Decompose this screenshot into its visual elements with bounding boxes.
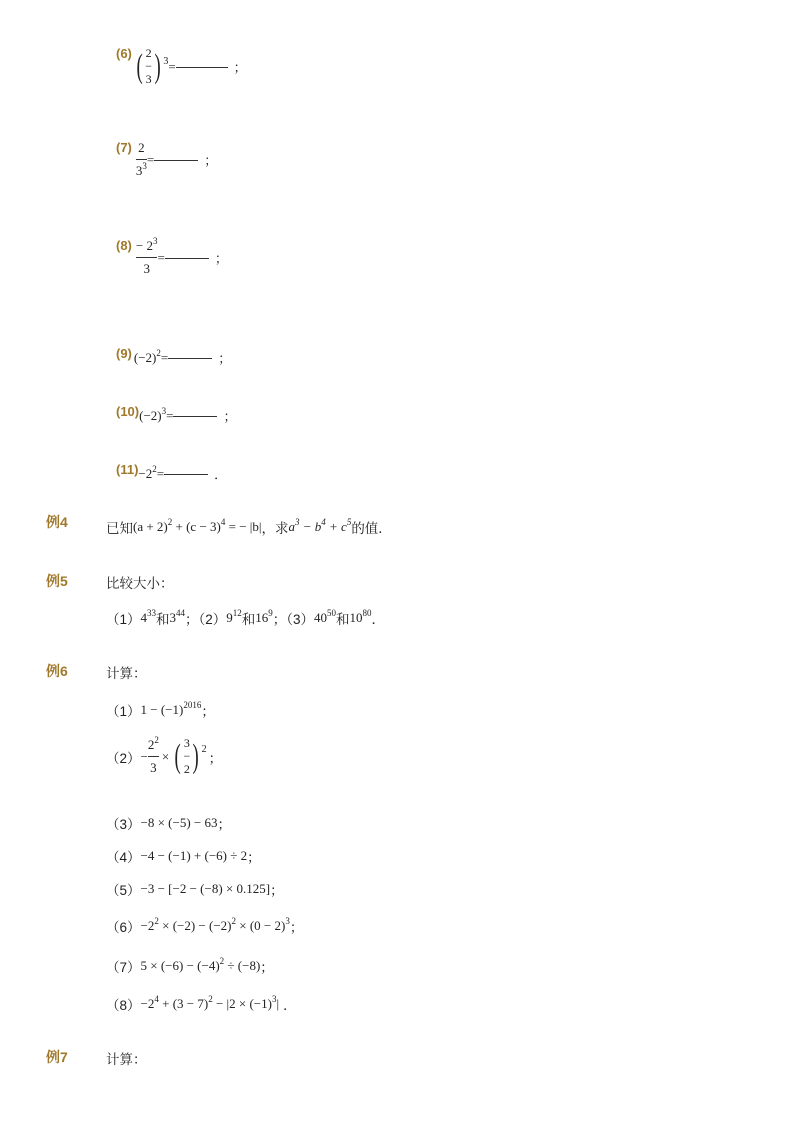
fraction: 2 − 3 [145,46,152,86]
example-6-item-7: （7） $5 \times (-6) - (-4)^2 \div (-8)$ ； [106,956,274,975]
answer-blank[interactable] [154,159,198,161]
fraction: $\frac{2}{3^3}$ [135,140,147,178]
example-6-item-8: （8） $-2^4 + (3 - 7)^2 - |2 \times (-1)^3|$ ． [106,994,297,1013]
item-10: (10) $(-2)^3=$ ； [116,404,237,424]
example-5-label: 例5 [46,573,68,589]
example-6-item-4: （4） −4 − (−1) + (−6) ÷ 2 ； [106,848,261,865]
item-number: (7) [116,140,132,155]
item-number: (10) [116,404,140,419]
example-6-item-6: （6） $-2^2 \times (-2) - (-2)^2 \times (0 - 2)^3$ ； [106,916,304,935]
answer-blank[interactable] [173,415,217,417]
answer-blank[interactable] [176,66,228,68]
fraction: 3 − 2 [183,736,191,776]
example-6-item-2: （2） − $\frac{2^2}{3}$ × ( 3 − 2 ) 2 ； [106,735,223,776]
example-7-label: 例7 [46,1049,68,1065]
item-number: (11) [116,462,139,477]
example-6-label: 例6 [46,663,68,679]
item-number: (8) [116,238,132,253]
fraction: $\frac{- 2^3}{3}$ [135,236,158,276]
item-number: (9) [116,346,132,361]
item-7: (7) $\frac{2}{3^3}$ = ； [116,140,218,178]
example-6-item-1: （1） $1 - (-1)^{2016}$ ； [106,700,215,719]
item-number: (6) [116,46,132,61]
answer-blank[interactable] [165,257,209,259]
example-5-line: （1） $4^{33}$ 和 $3^{44}$ ；（2） $9^{12}$ 和 $16^9$ ；（3） $40^{50}$ 和 $10^{80}$ ． [106,608,386,627]
answer-blank[interactable] [168,357,212,359]
fraction: $\frac{2^2}{3}$ [147,735,159,775]
example-4-text: 已知 $(a + 2)^2 + (c - 3)^4$ = − |b| ，求 $a^3 - b^4 + c^5$ 的值． [106,517,392,536]
example-5-title: 比较大小： [106,576,174,591]
item-9: (9) $(-2)^2=$ ； [116,346,232,366]
item-6: (6) ( 2 − 3 ) 3 = ； [116,46,247,86]
item-8: (8) $\frac{- 2^3}{3}$ = ； [116,236,228,276]
example-6-item-5: （5） −3 − [−2 − (−8) × 0.125] ； [106,881,284,898]
item-11: (11) $-2^2=$ ． [116,462,228,482]
answer-blank[interactable] [164,473,208,475]
example-6-title: 计算： [106,666,147,681]
example-7-title: 计算： [106,1052,147,1067]
example-6-item-3: （3） −8 × (−5) − 63 ； [106,815,231,832]
example-4-label: 例4 [46,514,68,530]
